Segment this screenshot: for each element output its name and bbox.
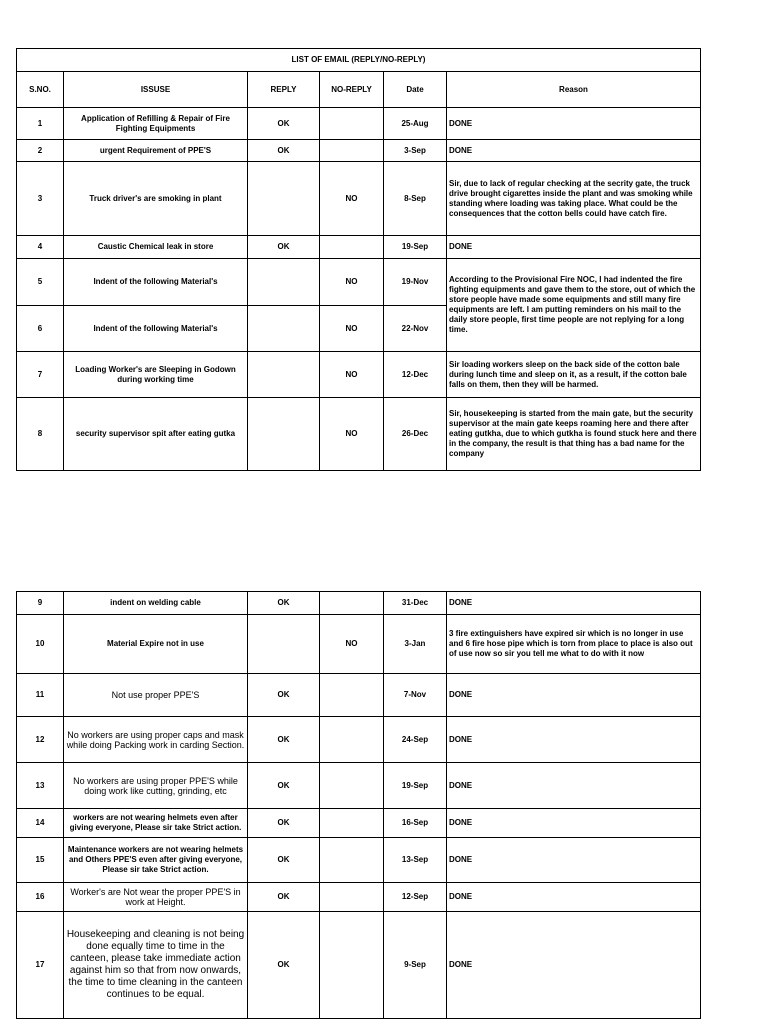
header-reason: Reason — [447, 72, 701, 108]
header-reply: REPLY — [248, 72, 320, 108]
header-noreply: NO-REPLY — [320, 72, 384, 108]
cell-noreply — [320, 592, 384, 615]
cell-reason: DONE — [447, 592, 701, 615]
cell-date: 12-Sep — [384, 883, 447, 912]
table-row — [17, 352, 701, 398]
cell-date: 22-Nov — [384, 306, 447, 352]
cell-issue: Housekeeping and cleaning is not being done equally time to time in the canteen, please take immediate action against him so that from now onwards, the time to time cleaning in the canteen continues to be equal. — [64, 912, 248, 1019]
cell-date: 9-Sep — [384, 912, 447, 1019]
table-row — [17, 592, 701, 615]
cell-sno: 14 — [17, 809, 64, 838]
cell-sno: 16 — [17, 883, 64, 912]
cell-reason: According to the Provisional Fire NOC, I had indented the fire fighting equipments and gave them to the store, out of which the store people have made some equipments and still many fire equipments are left. I am putting reminders on his mail to the daily store people, first time people are not replying for a long time. — [447, 259, 701, 352]
cell-reply — [248, 352, 320, 398]
cell-reply — [248, 615, 320, 674]
cell-sno: 7 — [17, 352, 64, 398]
cell-noreply — [320, 140, 384, 162]
cell-date: 24-Sep — [384, 717, 447, 763]
cell-reason: DONE — [447, 912, 701, 1019]
cell-issue: No workers are using proper caps and mask while doing Packing work in carding Section. — [64, 717, 248, 763]
cell-sno: 5 — [17, 259, 64, 306]
cell-issue: urgent Requirement of PPE'S — [64, 140, 248, 162]
cell-noreply — [320, 763, 384, 809]
cell-reply: OK — [248, 236, 320, 259]
cell-reply: OK — [248, 108, 320, 140]
cell-date: 31-Dec — [384, 592, 447, 615]
cell-reason: DONE — [447, 717, 701, 763]
table-row — [17, 398, 701, 471]
cell-reply: OK — [248, 838, 320, 883]
header-row — [17, 72, 701, 108]
cell-reply: OK — [248, 883, 320, 912]
table-row — [17, 838, 701, 883]
cell-sno: 13 — [17, 763, 64, 809]
cell-reason: DONE — [447, 838, 701, 883]
cell-reply: OK — [248, 140, 320, 162]
cell-sno: 10 — [17, 615, 64, 674]
cell-reason: Sir loading workers sleep on the back side of the cotton bale during lunch time and sleep on it, as a result, if the cotton bale falls on them, then they will be harmed. — [447, 352, 701, 398]
table-row — [17, 912, 701, 1019]
cell-reply: OK — [248, 912, 320, 1019]
cell-sno: 12 — [17, 717, 64, 763]
cell-date: 3-Sep — [384, 140, 447, 162]
cell-issue: No workers are using proper PPE'S while doing work like cutting, grinding, etc — [64, 763, 248, 809]
cell-date: 7-Nov — [384, 674, 447, 717]
table-row — [17, 162, 701, 236]
cell-date: 19-Sep — [384, 236, 447, 259]
cell-reply: OK — [248, 763, 320, 809]
cell-reason: DONE — [447, 140, 701, 162]
cell-noreply — [320, 674, 384, 717]
cell-date: 12-Dec — [384, 352, 447, 398]
cell-noreply — [320, 809, 384, 838]
cell-noreply — [320, 912, 384, 1019]
table-title: LIST OF EMAIL (REPLY/NO-REPLY) — [17, 49, 701, 72]
cell-date: 19-Sep — [384, 763, 447, 809]
cell-noreply — [320, 883, 384, 912]
cell-sno: 17 — [17, 912, 64, 1019]
cell-reason: DONE — [447, 674, 701, 717]
cell-noreply — [320, 838, 384, 883]
cell-reason: DONE — [447, 883, 701, 912]
cell-issue: Indent of the following Material's — [64, 306, 248, 352]
cell-reason: Sir, housekeeping is started from the main gate, but the security supervisor at the main gate keeps roaming here and there after eating gutkha, due to which gutkha is found stuck here and there in the company, the result is that thing has a bad name for the company — [447, 398, 701, 471]
cell-date: 13-Sep — [384, 838, 447, 883]
cell-noreply: NO — [320, 259, 384, 306]
cell-reply — [248, 306, 320, 352]
header-issue: ISSUSE — [64, 72, 248, 108]
cell-issue: Truck driver's are smoking in plant — [64, 162, 248, 236]
cell-reply — [248, 162, 320, 236]
table-row — [17, 674, 701, 717]
cell-sno: 11 — [17, 674, 64, 717]
cell-reason: DONE — [447, 809, 701, 838]
cell-noreply: NO — [320, 615, 384, 674]
table-row — [17, 763, 701, 809]
cell-issue: Material Expire not in use — [64, 615, 248, 674]
cell-date: 8-Sep — [384, 162, 447, 236]
cell-reason: DONE — [447, 108, 701, 140]
table-row — [17, 259, 701, 306]
cell-issue: indent on welding cable — [64, 592, 248, 615]
cell-sno: 8 — [17, 398, 64, 471]
cell-issue: workers are not wearing helmets even after giving everyone, Please sir take Strict action. — [64, 809, 248, 838]
cell-reply: OK — [248, 674, 320, 717]
cell-issue: Application of Refilling & Repair of Fire Fighting Equipments — [64, 108, 248, 140]
cell-noreply: NO — [320, 398, 384, 471]
cell-reply: OK — [248, 592, 320, 615]
cell-reply: OK — [248, 717, 320, 763]
cell-noreply: NO — [320, 306, 384, 352]
cell-sno: 9 — [17, 592, 64, 615]
cell-date: 3-Jan — [384, 615, 447, 674]
cell-noreply: NO — [320, 352, 384, 398]
table-row — [17, 236, 701, 259]
cell-date: 25-Aug — [384, 108, 447, 140]
cell-noreply — [320, 236, 384, 259]
cell-reason: DONE — [447, 763, 701, 809]
table-row — [17, 809, 701, 838]
cell-issue: Loading Worker's are Sleeping in Godown during working time — [64, 352, 248, 398]
cell-reply — [248, 259, 320, 306]
email-list-table-top — [16, 48, 701, 471]
cell-reason: 3 fire extinguishers have expired sir which is no longer in use and 6 fire hose pipe which is torn from place to place is also out of use now so sir you tell me what to do with it now — [447, 615, 701, 674]
cell-sno: 4 — [17, 236, 64, 259]
cell-sno: 1 — [17, 108, 64, 140]
cell-issue: Caustic Chemical leak in store — [64, 236, 248, 259]
cell-issue: Maintenance workers are not wearing helmets and Others PPE'S even after giving everyone, Please sir take Strict action. — [64, 838, 248, 883]
table-row — [17, 140, 701, 162]
cell-reply — [248, 398, 320, 471]
cell-date: 26-Dec — [384, 398, 447, 471]
cell-reply: OK — [248, 809, 320, 838]
cell-issue: Indent of the following Material's — [64, 259, 248, 306]
cell-date: 16-Sep — [384, 809, 447, 838]
cell-noreply — [320, 108, 384, 140]
email-list-table-bottom — [16, 591, 701, 1019]
cell-noreply — [320, 717, 384, 763]
header-date: Date — [384, 72, 447, 108]
table-row — [17, 108, 701, 140]
cell-sno: 15 — [17, 838, 64, 883]
cell-date: 19-Nov — [384, 259, 447, 306]
cell-issue: security supervisor spit after eating gutka — [64, 398, 248, 471]
cell-reason: Sir, due to lack of regular checking at the secrity gate, the truck drive brought cigarettes inside the plant and was smoking while standing where loading was taking place. What could be the consequences that the cotton bells could have catch fire. — [447, 162, 701, 236]
cell-sno: 6 — [17, 306, 64, 352]
cell-noreply: NO — [320, 162, 384, 236]
cell-issue: Worker's are Not wear the proper PPE'S in work at Height. — [64, 883, 248, 912]
table-row — [17, 615, 701, 674]
table-row — [17, 883, 701, 912]
table-row — [17, 717, 701, 763]
cell-sno: 2 — [17, 140, 64, 162]
cell-sno: 3 — [17, 162, 64, 236]
cell-issue: Not use proper PPE'S — [64, 674, 248, 717]
cell-reason: DONE — [447, 236, 701, 259]
header-sno: S.NO. — [17, 72, 64, 108]
